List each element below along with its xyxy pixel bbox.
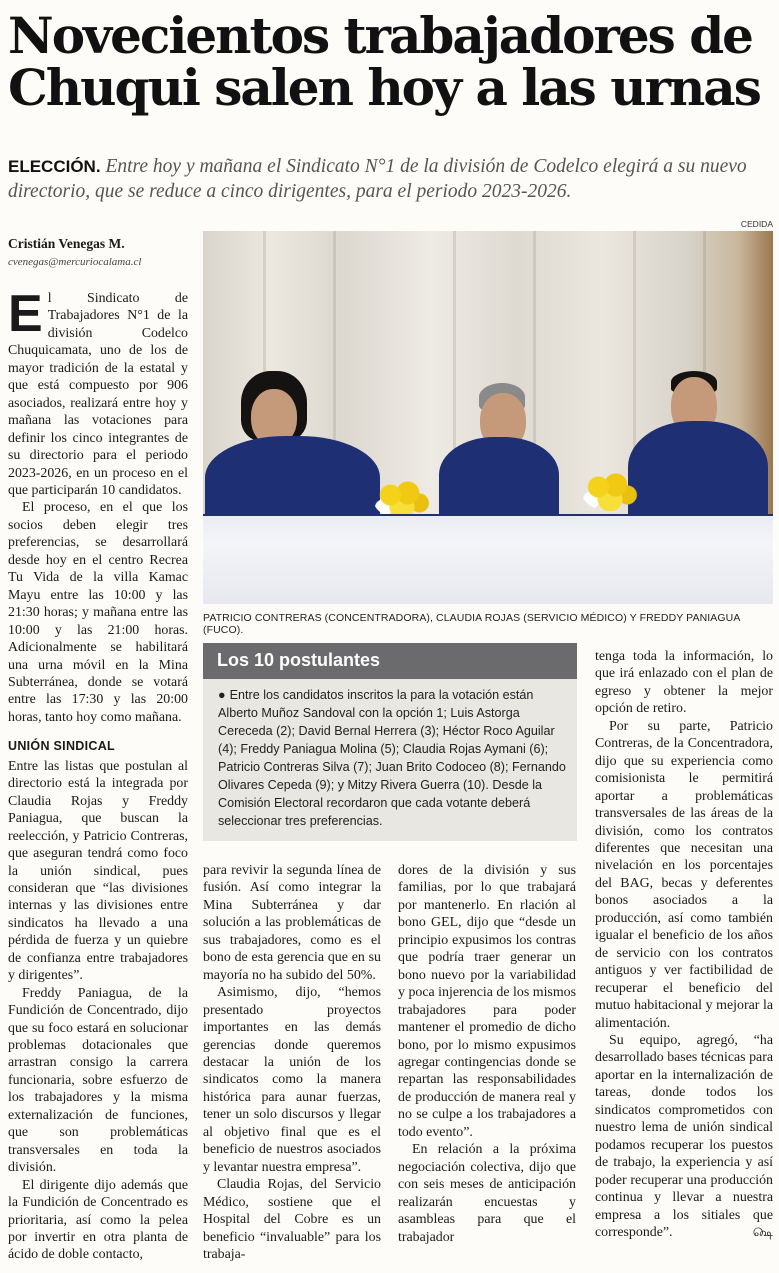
drop-cap: E [8, 285, 43, 343]
photo-caption: PATRICIO CONTRERAS (CONCENTRADORA), CLAUDIA ROJAS (SERVICIO MÉDICO) Y FREDDY PANIAGUA (FUCO). [203, 612, 740, 636]
candidates-box-text: ● Entre los candidatos inscritos la para la votación están Alberto Muñoz Sandoval con la opción 1; Luis Astorga Cereceda (2); David Bernal Herrera (3); Héctor Roco Aguilar (4); Freddy Paniagua Molina (5); Claudia Rojas Aymani (6); Patricio Contreras Silva (7); Juan Brito Codoceo (8); Fernando Olivares Cepeda (9); y Mitzy Rivera Guerra (10). Desde la Comisión Electoral recordaron que cada votante deberá seleccionar tres preferencias. [218, 688, 566, 828]
candidates-box-title: Los 10 postulantes [203, 643, 577, 679]
photo-credit: CEDIDA [740, 219, 773, 229]
paragraph: tenga toda la información, lo que irá enlazado con el plan de egreso y obtener la mejor opción de retiro. [595, 649, 773, 717]
headline [8, 6, 774, 117]
paragraph: Asimismo, dijo, “hemos presentado proyectos importantes en las demás gerencias donde queremos destacar la unión de los sindicatos como la manera histórica para aunar fuerzas, tener un solo discursos y llegar al objetivo final que es el beneficio de nuestros asociados y levantar nuestra empresa”. [203, 985, 381, 1175]
column-2 [203, 862, 381, 1263]
kicker: ELECCIÓN. [8, 157, 101, 176]
paragraph: Freddy Paniagua, de la Fundición de Concentrado, dijo que su foco estará en solucionar problemas dotacionales que arrastran consigo la carrera funcionaria, sobre esfuerzo de los trabajadores y la misma externalización de funciones, que son problemáticas transversales en toda la división. [8, 985, 188, 1176]
author-email: cvenegas@mercuriocalama.cl [8, 256, 142, 268]
table-cloth [203, 516, 773, 604]
headline-line-1: Novecientos trabajadores de [8, 6, 752, 65]
paragraph: para revivir la segunda línea de fusión. Así como integrar la Mina Subterránea y dar solución a las problemáticas de sus trabajadores, como es el bono de esta gerencia que en su mayoría no ha subido del 50%. [203, 863, 381, 983]
paragraph: Claudia Rojas, del Servicio Médico, sostiene que el Hospital del Cobre es un beneficio “invaluable” para los trabaja- [203, 1177, 381, 1262]
column-3 [398, 862, 576, 1246]
column-4 [595, 648, 773, 1241]
author-name: Cristián Venegas M. [8, 236, 125, 251]
paragraph: En relación a la próxima negociación colectiva, dijo que con seis meses de anticipación realizarán encuestas y asambleas para que el trabajador [398, 1142, 576, 1245]
paragraph: Por su parte, Patricio Contreras, de la Concentradora, dijo que su experiencia como comisionista le permitirá aportar a problemáticas transversales de las áreas de la división, como los contratos diferentes que necesitan una nivelación en los porcentajes del BAG, becas y deferentes bonos asociados a la producción, así como también igualar el beneficio de los años de servicio con los contratos antiguos y ver factibilidad de recuperar el beneficio del mutuo habitacional y mejorar la alimentación. [595, 718, 773, 1031]
flower-arrangement-left [373, 479, 431, 519]
bullet-icon: ● [218, 688, 226, 702]
deck [8, 154, 774, 204]
paragraph: Su equipo, agregó, “ha desarrollado bases técnicas para aportar en la internalización de tareas, donde todos los sindicatos comprometidos con nuestro lema de unión sindical podamos recuperar los puestos de trabajo, la experiencia y así poder recuperar una producción continua y llevar a nuestra empresa a los sitiales que corresponde”. ௸ [595, 1032, 773, 1240]
paragraph: El dirigente dijo además que la Fundición de Concentrado es prioritaria, así como la pelea por invertir en otra planta de ácido de doble contacto, [8, 1177, 188, 1263]
paragraph: dores de la división y sus familias, por lo que trabajará por mantenerlo. En rlación al bono GEL, dijo que “desde un principio expusimos los contras que podría traer generar un bono nuevo por la variabilidad y poca injerencia de los mismos trabajadores para poder mantener el promedio de dicho bono, por lo mismo expusimos agregar contingencias donde se repartan las responsabilidades de producción de manera real y no se culpe a los trabajadores a todo evento”. [398, 863, 576, 1140]
end-mark-icon: ௸ [752, 1224, 773, 1240]
paragraph: Entre las listas que postulan al directorio está la integrada por Claudia Rojas y Freddy Paniagua, que buscan la reelección, y Patricio Contreras, que aseguran tendrá como foco la unión sindical, pues consideran que “las divisiones internas y las divisiones entre sindicatos ha llevado a una pérdida de fuerza y un quiebre de confianza entre trabajadores y dirigentes”. [8, 758, 188, 984]
column-1 [8, 285, 188, 1264]
candidates-box [203, 643, 577, 841]
article-photo [203, 231, 773, 604]
flower-arrangement-right [581, 471, 639, 511]
paragraph: El proceso, en el que los socios deben elegir tres preferencias, se desarrollará desde hoy en el centro Recrea Tu Vida de la villa Kamac Mayu entre las 10:00 y las 21:30 horas; y mañana entre las 10:00 y las 21:00 horas. Adicionalmente se habilitará una urna móvil en la Mina Subterránea, donde se votará entre las 17:30 y las 20:00 horas, tanto hoy como mañana. [8, 500, 188, 725]
deck-text: Entre hoy y mañana el Sindicato N°1 de la división de Codelco elegirá a su nuevo directorio, que se reduce a cinco dirigentes, para el periodo 2023-2026. [8, 156, 747, 202]
headline-line-2: Chuqui salen hoy a las urnas [8, 58, 760, 117]
paragraph: El Sindicato de Trabajadores N°1 de la división Codelco Chuquicamata, uno de los de mayor tradición de la estatal y que está compuesto por 906 asociados, realizará entre hoy y mañana las votaciones para definir los cinco integrantes de su directorio para el periodo 2023-2026, en un proceso en el que participarán 10 candidatos. [8, 285, 188, 498]
subheading: UNIÓN SINDICAL [8, 739, 115, 754]
